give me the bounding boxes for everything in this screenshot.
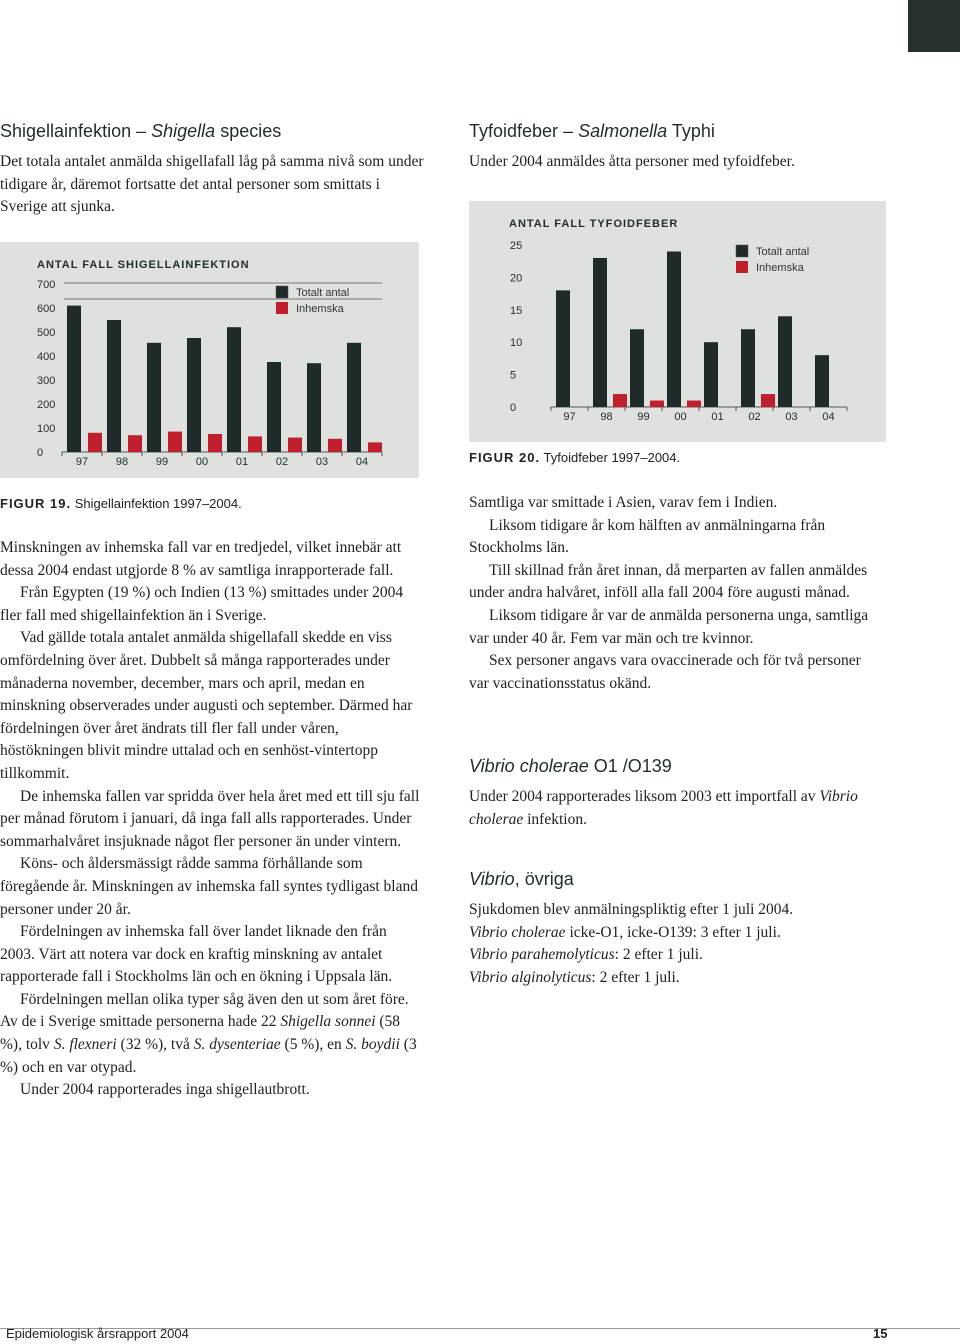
chart-title: ANTAL FALL TYFOIDFEBER — [509, 218, 679, 230]
x-tick-label: 04 — [355, 456, 369, 468]
shigella-body — [0, 537, 422, 1102]
bar-inhemska-02 — [288, 438, 302, 452]
paragraph: Till skillnad från året innan, då merparten av fallen anmäldes under andra halvåret, inföll alla fall 2004 före augusti månad. — [469, 561, 868, 602]
legend-label-inhemska: Inhemska — [296, 303, 344, 315]
bar-inhemska-01 — [248, 436, 262, 452]
legend-label-total: Totalt antal — [756, 246, 810, 258]
bar-total-01 — [704, 342, 718, 407]
chart-title: ANTAL FALL SHIGELLAINFEKTION — [37, 259, 250, 271]
x-tick-label: 98 — [115, 456, 129, 468]
paragraph: Sex personer angavs vara ovaccinerade och för två personer var vaccinationsstatus okänd. — [469, 652, 861, 692]
y-tick-label: 500 — [37, 327, 56, 339]
list-item: Vibrio parahemolyticus: 2 efter 1 juli. — [469, 946, 703, 964]
shigella-heading: Shigellainfektion – Shigella species — [0, 121, 282, 141]
y-tick-label: 10 — [510, 337, 523, 350]
paragraph: Under 2004 rapporterades inga shigellautbrott. — [20, 1081, 310, 1099]
legend-swatch-inhemska — [736, 261, 748, 273]
tyfoid-intro: Under 2004 anmäldes åtta personer med tyfoidfeber. — [469, 153, 795, 170]
y-tick-label: 0 — [37, 447, 44, 459]
y-tick-label: 0 — [510, 402, 517, 414]
x-tick-label: 98 — [600, 411, 613, 423]
vibrio-cholerae-heading: Vibrio cholerae O1 /O139 — [469, 756, 672, 776]
bar-inhemska-04 — [368, 442, 382, 452]
bar-inhemska-98 — [128, 435, 142, 452]
legend-swatch-inhemska — [276, 302, 288, 314]
bar-total-99 — [147, 343, 161, 452]
x-tick-label: 04 — [822, 411, 835, 423]
bar-inhemska-00 — [208, 434, 222, 452]
x-tick-label: 01 — [235, 456, 249, 468]
paragraph-species: Fördelningen mellan olika typer såg även den ut som året före. Av de i Sverige smittade personerna hade 22 Shigella sonnei (58 %), tolv S. flexneri (32 %), två S. dysenteriae (5 %), en S. boydii (3 %) och en var otypad. — [0, 990, 417, 1076]
bar-total-03 — [307, 363, 321, 452]
x-tick-label: 01 — [711, 411, 724, 423]
x-tick-label: 00 — [195, 456, 209, 468]
bar-total-97 — [556, 290, 570, 407]
bar-inhemska-99 — [650, 401, 664, 407]
bar-total-98 — [107, 320, 121, 452]
y-tick-label: 400 — [37, 351, 56, 363]
bar-inhemska-03 — [328, 439, 342, 452]
legend-label-inhemska: Inhemska — [756, 262, 804, 274]
bar-inhemska-98 — [613, 394, 627, 407]
x-tick-label: 03 — [315, 456, 329, 468]
bar-inhemska-97 — [88, 433, 102, 452]
bar-total-02 — [267, 362, 281, 452]
y-tick-label: 600 — [37, 303, 56, 315]
x-tick-label: 97 — [75, 456, 89, 468]
paragraph: De inhemska fallen var spridda över hela året med ett till sju fall per månad förutom i januari, då inga fall alls rapporterades. Under sommarhalvåret insjuknade något fler personer än under vintern. — [0, 787, 420, 850]
tyfoid-chart — [469, 201, 886, 442]
x-tick-label: 02 — [275, 456, 289, 468]
x-tick-label: 99 — [637, 411, 650, 423]
vibrio-cholerae-text: Under 2004 rapporterades liksom 2003 ett importfall av Vibrio cholerae infektion. — [469, 788, 858, 828]
bar-total-03 — [778, 316, 792, 407]
y-tick-label: 25 — [510, 240, 523, 252]
paragraph: Liksom tidigare år var de anmälda personerna unga, samtliga var under 40 år. Fem var män och tre kvinnor. — [469, 606, 869, 647]
y-tick-label: 300 — [37, 375, 56, 387]
bar-total-02 — [741, 329, 755, 407]
y-tick-label: 700 — [37, 279, 56, 291]
tyfoid-figure-caption: FIGUR 20. Tyfoidfeber 1997–2004. — [469, 450, 681, 465]
bar-inhemska-02 — [761, 394, 775, 407]
bar-inhemska-00 — [687, 401, 701, 407]
y-tick-label: 200 — [37, 399, 56, 411]
tyfoid-chart-svg — [469, 201, 886, 442]
x-tick-label: 00 — [674, 411, 687, 423]
tyfoid-heading: Tyfoidfeber – Salmonella Typhi — [469, 121, 715, 141]
x-tick-label: 02 — [748, 411, 761, 423]
paragraph: Vad gällde totala antalet anmälda shigellafall skedde en viss omfördelning över året. Dubbelt så många rapporterades under månaderna november, december, mars och april, medan en minskning observerades under augusti och september. Därmed har fördelningen över året ändrats till fler fall under våren, höstökningen blivit mindre uttalad och en senhöst-vintertopp tillkommit. — [0, 629, 413, 782]
bar-total-98 — [593, 258, 607, 407]
list-item: Vibrio cholerae icke-O1, icke-O139: 3 efter 1 juli. — [469, 923, 781, 941]
page-number: 15 — [873, 1326, 888, 1341]
bar-total-00 — [667, 251, 681, 407]
legend-swatch-total — [276, 286, 288, 298]
paragraph: Fördelningen av inhemska fall över landet liknade den från 2003. Värt att notera var dock en kraftig minskning av antalet rapporterade fall i Stockholms län och en ökning i Uppsala län. — [0, 923, 393, 986]
bar-total-04 — [815, 355, 829, 407]
list-item: Vibrio alginolyticus: 2 efter 1 juli. — [469, 968, 680, 986]
shigella-chart — [0, 242, 419, 478]
footer-title: Epidemiologisk årsrapport 2004 — [6, 1326, 189, 1341]
y-tick-label: 5 — [510, 369, 517, 382]
bar-total-97 — [67, 306, 81, 452]
vibrio-other-heading: Vibrio, övriga — [469, 869, 574, 889]
shigella-figure-caption: FIGUR 19. Shigellainfektion 1997–2004. — [0, 496, 242, 511]
x-tick-label: 03 — [785, 411, 798, 423]
bar-total-99 — [630, 329, 644, 407]
list-item: Sjukdomen blev anmälningspliktig efter 1 juli 2004. — [469, 901, 794, 918]
bar-total-04 — [347, 343, 361, 452]
legend-swatch-total — [736, 245, 748, 257]
y-tick-label: 20 — [510, 272, 523, 285]
bar-inhemska-99 — [168, 432, 182, 452]
paragraph: Från Egypten (19 %) och Indien (13 %) smittades under 2004 fler fall med shigellainfektion än i Sverige. — [0, 584, 404, 624]
y-tick-label: 15 — [510, 304, 523, 317]
x-tick-label: 99 — [155, 456, 169, 468]
shigella-chart-svg — [0, 242, 419, 478]
x-tick-label: 97 — [563, 411, 576, 423]
bar-total-00 — [187, 338, 201, 452]
paragraph: Köns- och åldersmässigt rådde samma förhållande som föregående år. Minskningen av inhemska fall syntes tydligast bland personer under 20 år. — [0, 855, 418, 918]
y-tick-label: 100 — [37, 423, 56, 435]
paragraph: Samtliga var smittade i Asien, varav fem i Indien. — [469, 494, 778, 511]
legend-label-total: Totalt antal — [296, 287, 350, 299]
shigella-intro: Det totala antalet anmälda shigellafall låg på samma nivå som under tidigare år, däremot fortsatte det antal personer som smittats i Sverige att sjunka. — [0, 153, 424, 215]
paragraph: Minskningen av inhemska fall var en tredjedel, vilket innebär att dessa 2004 endast utgjorde 8 % av samtliga inrapporterade fall. — [0, 539, 402, 579]
corner-marker — [908, 0, 960, 52]
bar-total-01 — [227, 327, 241, 452]
tyfoid-body — [469, 492, 881, 695]
vibrio-other-list — [469, 899, 889, 989]
paragraph: Liksom tidigare år kom hälften av anmälningarna från Stockholms län. — [469, 516, 826, 557]
